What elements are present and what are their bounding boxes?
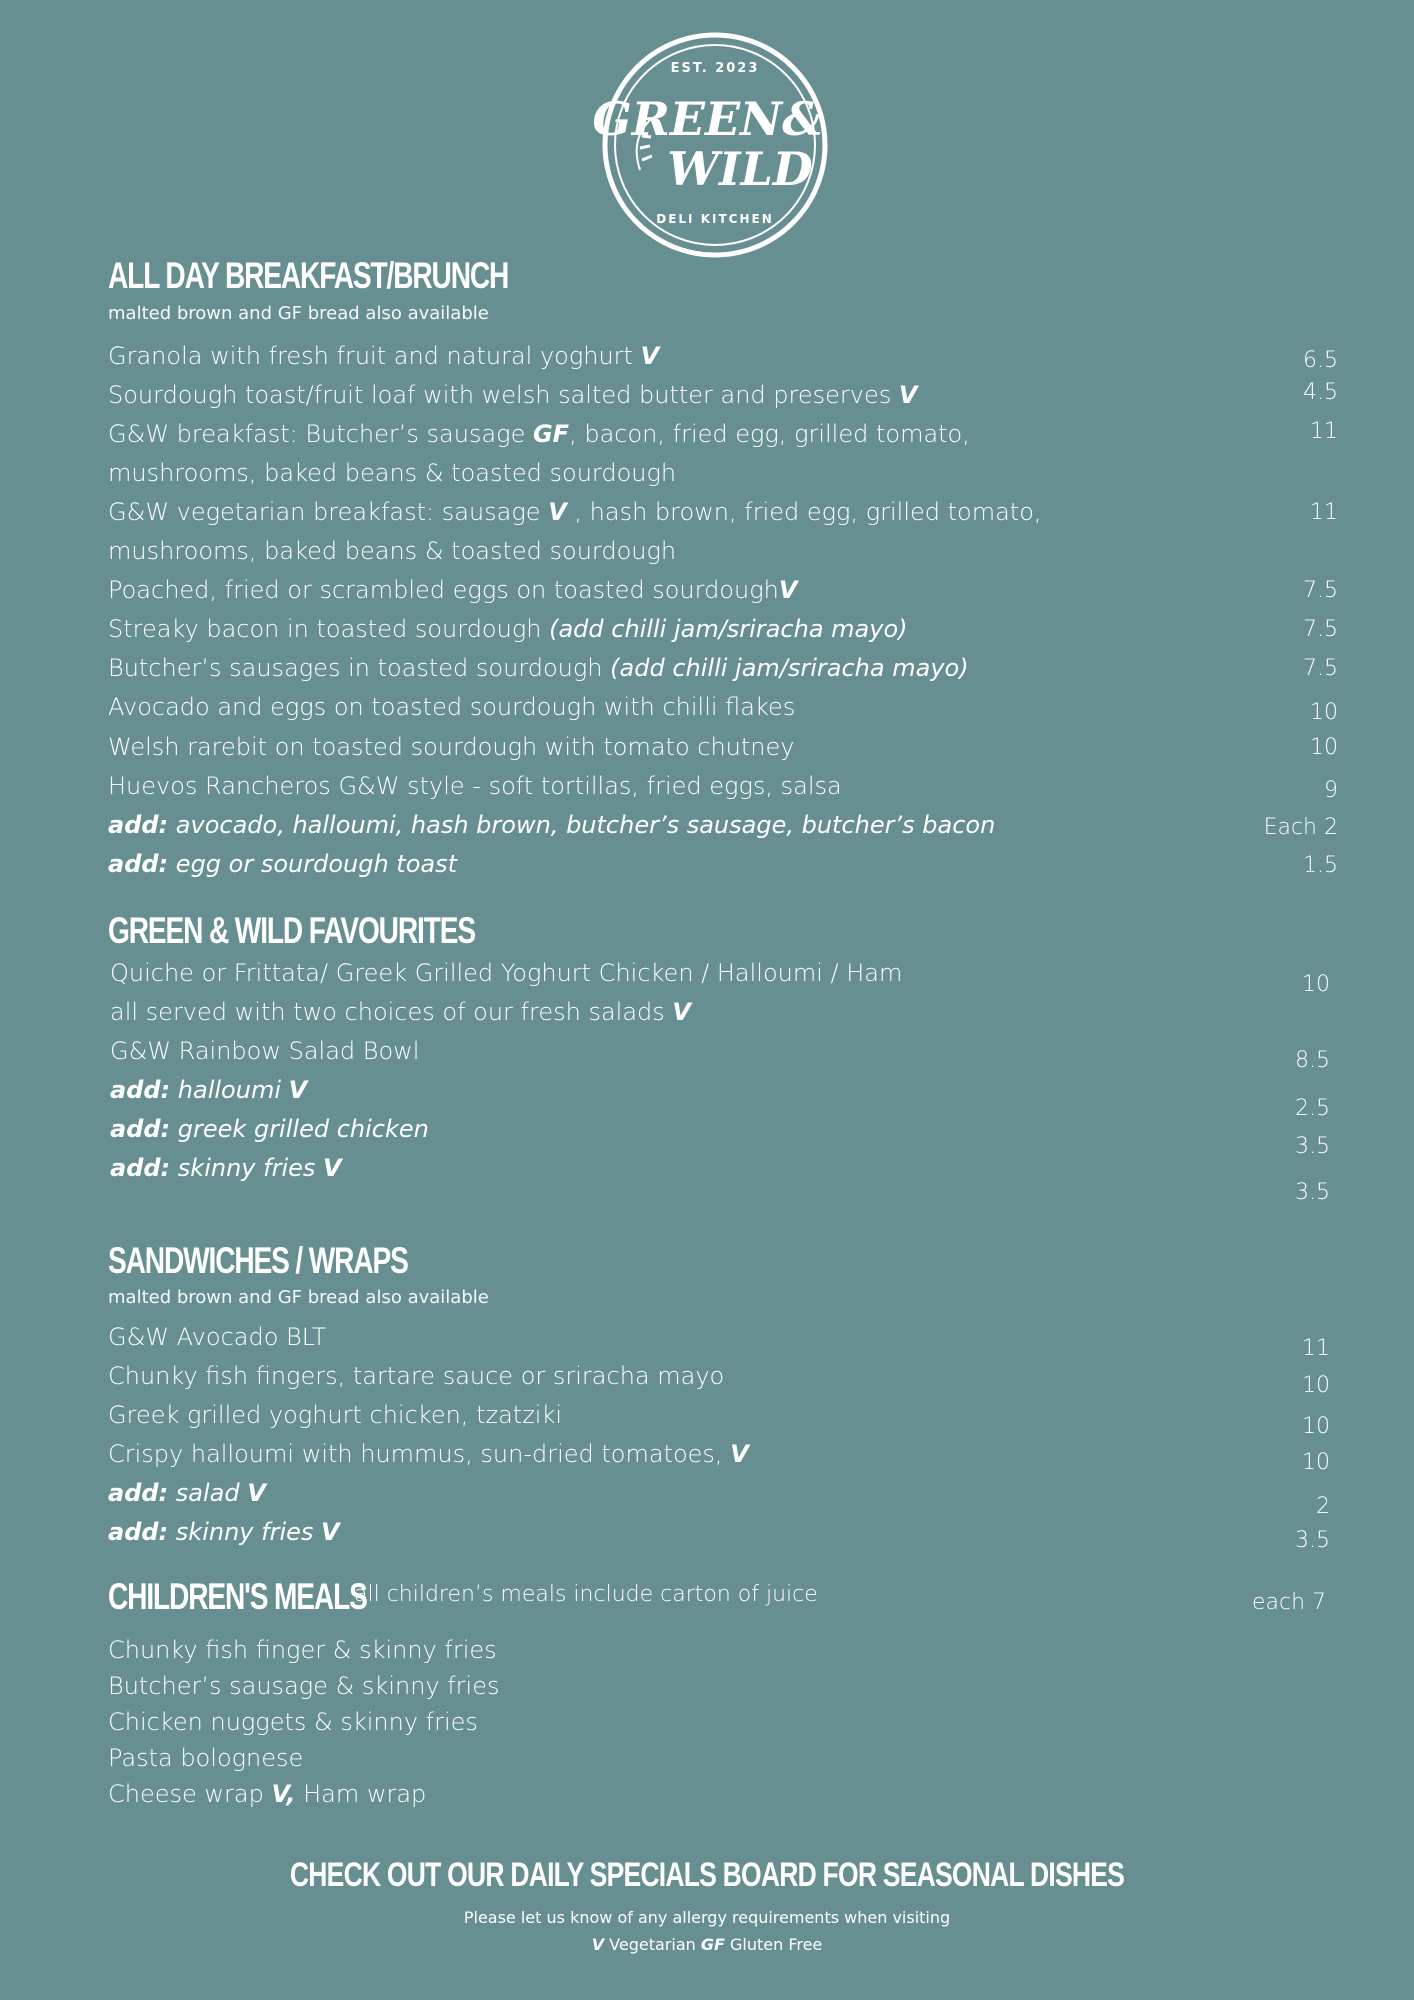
children-note: all children’s meals include carton of juice <box>354 1582 818 1607</box>
price: 9 <box>1324 778 1338 803</box>
price: 11 <box>1302 1336 1330 1361</box>
favourites-title: GREEN & WILD FAVOURITES <box>108 910 475 951</box>
breakfast-title: ALL DAY BREAKFAST/BRUNCH <box>108 255 509 296</box>
list-item: Poached, fried or scrambled eggs on toasted sourdoughV <box>108 576 798 604</box>
list-item: Welsh rarebit on toasted sourdough with tomato chutney <box>108 733 795 761</box>
green-and-wild-logo <box>570 30 860 260</box>
allergy-note: Please let us know of any allergy requirements when visiting <box>463 1908 951 1927</box>
list-item-cont: mushrooms, baked beans & toasted sourdough <box>108 537 677 565</box>
list-item: add: egg or sourdough toast <box>108 850 458 878</box>
list-item: G&W breakfast: Butcher’s sausage GF, bacon, fried egg, grilled tomato, <box>108 420 970 448</box>
price: 8.5 <box>1295 1048 1330 1073</box>
list-item: Cheese wrap V, Ham wrap <box>108 1780 427 1808</box>
price: 2.5 <box>1295 1096 1330 1121</box>
price: 11 <box>1310 419 1338 444</box>
children-title: CHILDREN'S MEALS <box>108 1576 367 1617</box>
list-item: add: skinny fries V <box>110 1154 342 1182</box>
price: 4.5 <box>1303 380 1338 405</box>
price: each 7 <box>1251 1590 1326 1615</box>
price: 10 <box>1310 700 1338 725</box>
logo-est: EST. 2023 <box>670 61 760 76</box>
price: 7.5 <box>1303 656 1338 681</box>
list-item: Chunky fish finger & skinny fries <box>108 1636 497 1664</box>
list-item: G&W vegetarian breakfast: sausage V , hash brown, fried egg, grilled tomato, <box>108 498 1042 526</box>
list-item: add: salad V <box>108 1479 266 1507</box>
price: 6.5 <box>1303 348 1338 373</box>
price: 7.5 <box>1303 578 1338 603</box>
list-item: Greek grilled yoghurt chicken, tzatziki <box>108 1401 563 1429</box>
list-item: Butcher’s sausage & skinny fries <box>108 1672 500 1700</box>
price: 10 <box>1302 1414 1330 1439</box>
logo-line2: WILD <box>667 142 813 196</box>
list-item: Sourdough toast/fruit loaf with welsh salted butter and preserves V <box>108 381 918 409</box>
price: 3.5 <box>1295 1180 1330 1205</box>
list-item: G&W Rainbow Salad Bowl <box>110 1037 420 1065</box>
list-item: Streaky bacon in toasted sourdough (add chilli jam/sriracha mayo) <box>108 615 908 643</box>
list-item: Pasta bolognese <box>108 1744 304 1772</box>
price: 11 <box>1310 500 1338 525</box>
logo-line1: GREEN& <box>592 92 824 146</box>
list-item: Avocado and eggs on toasted sourdough with chilli flakes <box>108 693 796 721</box>
breakfast-note: malted brown and GF bread also available <box>108 303 489 324</box>
list-item: G&W Avocado BLT <box>108 1323 327 1351</box>
sandwiches-title: SANDWICHES / WRAPS <box>108 1240 408 1281</box>
list-item: Chicken nuggets & skinny fries <box>108 1708 478 1736</box>
price: 10 <box>1302 1450 1330 1475</box>
sandwiches-note: malted brown and GF bread also available <box>108 1287 489 1308</box>
list-item: Granola with fresh fruit and natural yoghurt V <box>108 342 660 370</box>
list-item: add: skinny fries V <box>108 1518 340 1546</box>
logo-sub: DELI KITCHEN <box>656 212 774 226</box>
price: 1.5 <box>1303 853 1338 878</box>
price: 2 <box>1316 1494 1330 1519</box>
dietary-key: V Vegetarian GF Gluten Free <box>591 1935 823 1954</box>
list-item-cont: mushrooms, baked beans & toasted sourdough <box>108 459 677 487</box>
list-item: add: halloumi V <box>110 1076 308 1104</box>
price: 10 <box>1302 1373 1330 1398</box>
list-item: Quiche or Frittata/ Greek Grilled Yoghurt Chicken / Halloumi / Ham <box>110 959 903 987</box>
list-item: add: greek grilled chicken <box>110 1115 429 1143</box>
list-item: Crispy halloumi with hummus, sun-dried tomatoes, V <box>108 1440 749 1468</box>
price: 3.5 <box>1295 1134 1330 1159</box>
list-item-cont: all served with two choices of our fresh salads V <box>110 998 691 1026</box>
list-item: Huevos Rancheros G&W style - soft tortillas, fried eggs, salsa <box>108 772 842 800</box>
list-item: Butcher’s sausages in toasted sourdough (add chilli jam/sriracha mayo) <box>108 654 969 682</box>
specials-headline: CHECK OUT OUR DAILY SPECIALS BOARD FOR SEASONAL DISHES <box>289 1856 1125 1894</box>
price: 10 <box>1310 735 1338 760</box>
list-item: Chunky fish fingers, tartare sauce or sriracha mayo <box>108 1362 725 1390</box>
list-item: add: avocado, halloumi, hash brown, butcher’s sausage, butcher’s bacon <box>108 811 996 839</box>
price: Each 2 <box>1263 815 1338 840</box>
price: 10 <box>1302 972 1330 997</box>
price: 7.5 <box>1303 617 1338 642</box>
price: 3.5 <box>1295 1528 1330 1553</box>
